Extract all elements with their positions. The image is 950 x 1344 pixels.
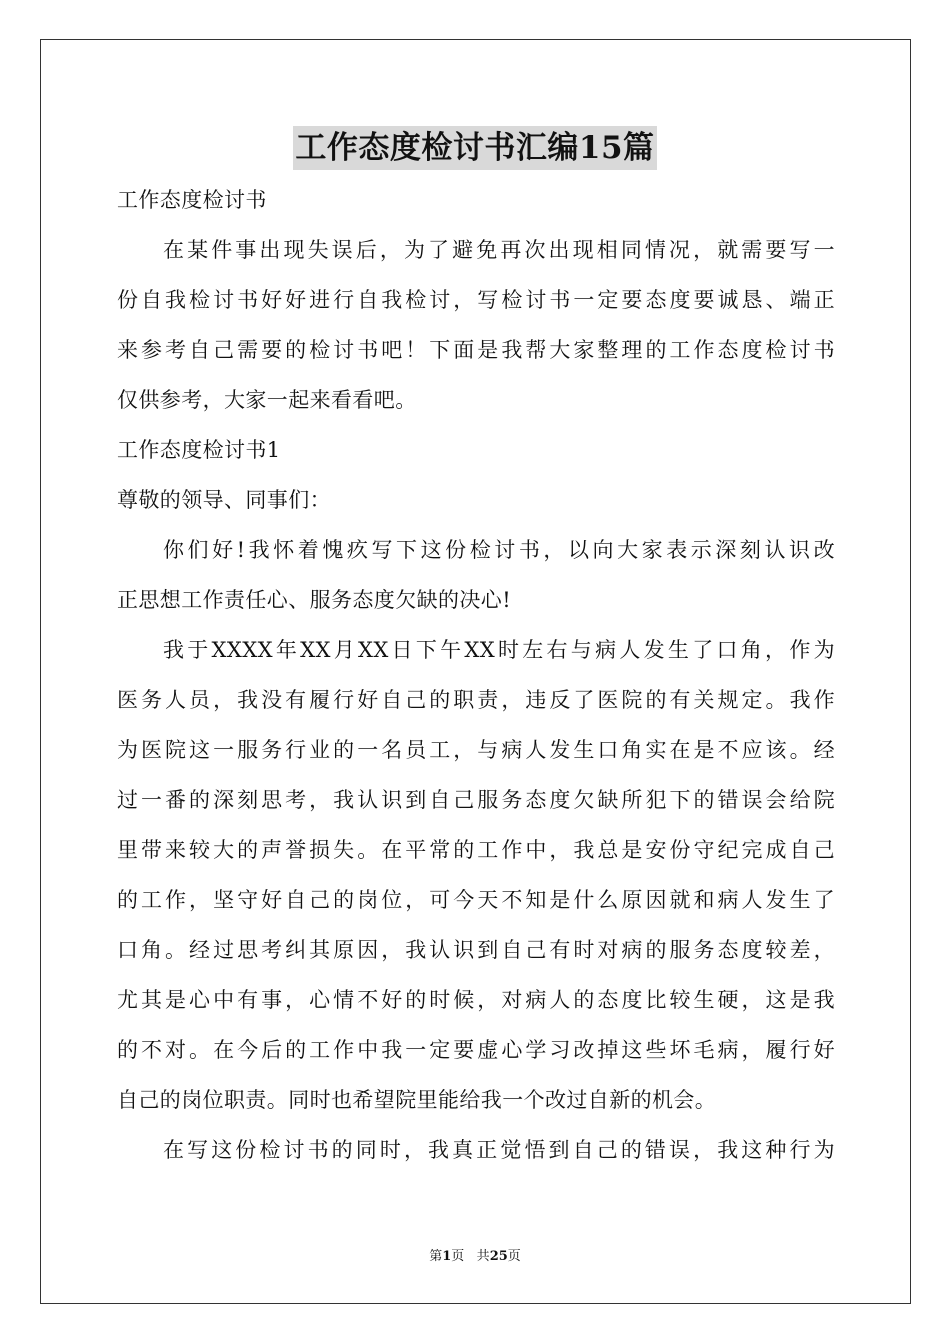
text-line: 尊敬的领导、同事们： [117,488,331,512]
text-line: 正思想工作责任心、服务态度欠缺的决心! [117,588,512,612]
text-line: 份自我检讨书好好进行自我检讨，写检讨书一定要态度要诚恳、端正 [117,288,835,312]
text-line: 的不对。在今后的工作中我一定要虚心学习改掉这些坏毛病，履行好 [117,1038,835,1062]
document-body [117,175,835,1175]
footer-total-pages: 25 [489,1249,508,1264]
footer-page-prefix: 第 [429,1249,443,1264]
footer-page-number: 1 [442,1249,452,1264]
text-line: 我于XXXX年XX月XX日下午XX时左右与病人发生了口角，作为 [163,638,835,662]
text-line: 你们好!我怀着愧疚写下这份检讨书，以向大家表示深刻认识改 [163,538,835,562]
text-line: 为医院这一服务行业的一名员工，与病人发生口角实在是不应该。经 [117,738,835,762]
footer-total-suffix: 页 [507,1249,521,1264]
text-line: 在写这份检讨书的同时，我真正觉悟到自己的错误，我这种行为 [163,1138,835,1162]
text-line: 在某件事出现失误后，为了避免再次出现相同情况，就需要写一 [163,238,835,262]
text-line: 口角。经过思考纠其原因，我认识到自己有时对病的服务态度较差， [117,938,835,962]
document-title: 工作态度检讨书汇编15篇 [293,126,656,170]
text-line: 过一番的深刻思考，我认识到自己服务态度欠缺所犯下的错误会给院 [117,788,835,812]
text-line: 里带来较大的声誉损失。在平常的工作中，我总是安份守纪完成自己 [117,838,835,862]
footer-total-prefix: 共 [476,1249,490,1264]
footer-page-suffix: 页 [451,1249,465,1264]
text-line: 尤其是心中有事，心情不好的时候，对病人的态度比较生硬，这是我 [117,988,835,1012]
page-footer [0,1248,950,1266]
text-line: 工作态度检讨书1 [117,438,281,462]
text-line: 自己的岗位职责。同时也希望院里能给我一个改过自新的机会。 [117,1088,717,1112]
text-line: 医务人员，我没有履行好自己的职责，违反了医院的有关规定。我作 [117,688,835,712]
text-line: 来参考自己需要的检讨书吧！下面是我帮大家整理的工作态度检讨书 [117,338,835,362]
text-line: 的工作，坚守好自己的岗位，可今天不知是什么原因就和病人发生了 [117,888,835,912]
title-container [0,126,950,170]
text-line: 工作态度检讨书 [117,188,267,212]
text-line: 仅供参考，大家一起来看看吧。 [117,388,417,412]
